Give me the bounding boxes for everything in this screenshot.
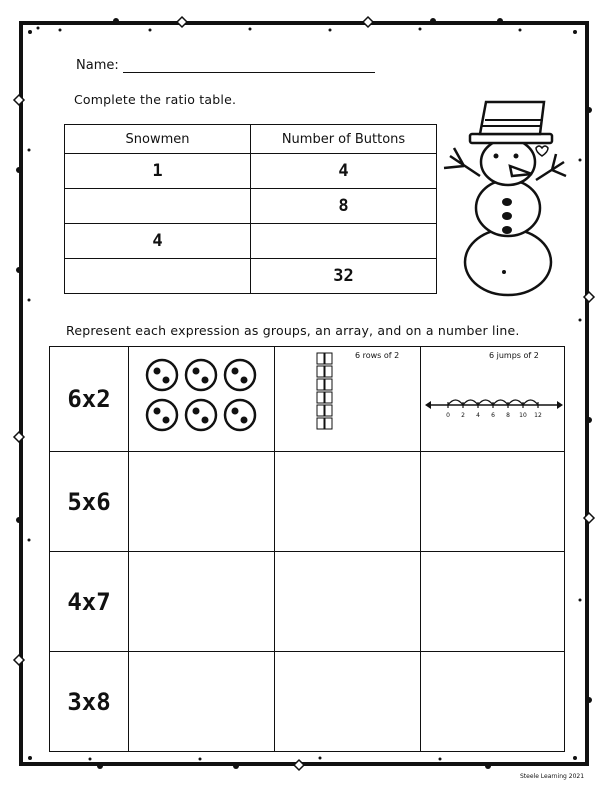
ratio-cell[interactable] bbox=[251, 224, 437, 259]
numberline-cell[interactable] bbox=[421, 552, 565, 652]
footer-credit: Steele Learning 2021 bbox=[520, 773, 585, 780]
ratio-cell[interactable] bbox=[65, 259, 251, 294]
expression-cell: 4x7 bbox=[50, 552, 129, 652]
groups-cell[interactable] bbox=[129, 552, 275, 652]
ratio-cell[interactable]: 32 bbox=[251, 259, 437, 294]
table-row bbox=[50, 552, 565, 652]
ratio-cell[interactable]: 8 bbox=[251, 189, 437, 224]
name-label: Name: bbox=[76, 58, 119, 73]
table-row bbox=[50, 452, 565, 552]
ratio-instruction: Complete the ratio table. bbox=[74, 92, 237, 107]
snowman-illustration bbox=[440, 96, 580, 301]
ratio-cell[interactable] bbox=[65, 189, 251, 224]
ratio-cell[interactable]: 4 bbox=[65, 224, 251, 259]
array-example bbox=[275, 347, 420, 447]
table-row bbox=[65, 259, 437, 294]
groups-cell[interactable] bbox=[129, 452, 275, 552]
groups-example bbox=[129, 347, 274, 447]
tick-label: 12 bbox=[534, 412, 542, 419]
ratio-header-snowmen: Snowmen bbox=[65, 125, 251, 154]
numberline-example bbox=[421, 347, 564, 447]
tick-label: 2 bbox=[461, 412, 465, 419]
array-cell[interactable] bbox=[275, 347, 421, 452]
ratio-table bbox=[64, 124, 437, 294]
groups-cell[interactable] bbox=[129, 347, 275, 452]
array-cell[interactable] bbox=[275, 452, 421, 552]
table-row bbox=[65, 154, 437, 189]
groups-cell[interactable] bbox=[129, 652, 275, 752]
numberline-cell[interactable] bbox=[421, 652, 565, 752]
table-row bbox=[50, 652, 565, 752]
table-row bbox=[65, 189, 437, 224]
expression-grid bbox=[49, 346, 565, 752]
numberline-cell[interactable] bbox=[421, 452, 565, 552]
name-field[interactable] bbox=[123, 72, 375, 73]
ratio-cell[interactable]: 4 bbox=[251, 154, 437, 189]
table-row bbox=[50, 347, 565, 452]
ratio-cell[interactable]: 1 bbox=[65, 154, 251, 189]
numberline-caption: 6 jumps of 2 bbox=[489, 351, 539, 360]
ratio-header-row bbox=[65, 125, 437, 154]
array-cell[interactable] bbox=[275, 552, 421, 652]
expression-cell: 3x8 bbox=[50, 652, 129, 752]
tick-label: 8 bbox=[506, 412, 510, 419]
tick-label: 10 bbox=[519, 412, 527, 419]
numberline-cell[interactable] bbox=[421, 347, 565, 452]
ratio-header-buttons: Number of Buttons bbox=[251, 125, 437, 154]
tick-label: 4 bbox=[476, 412, 480, 419]
expression-cell: 6x2 bbox=[50, 347, 129, 452]
tick-label: 0 bbox=[446, 412, 450, 419]
expression-cell: 5x6 bbox=[50, 452, 129, 552]
tick-label: 6 bbox=[491, 412, 495, 419]
expression-instruction: Represent each expression as groups, an array, and on a number line. bbox=[66, 323, 520, 338]
table-row bbox=[65, 224, 437, 259]
array-caption: 6 rows of 2 bbox=[355, 351, 400, 360]
array-cell[interactable] bbox=[275, 652, 421, 752]
